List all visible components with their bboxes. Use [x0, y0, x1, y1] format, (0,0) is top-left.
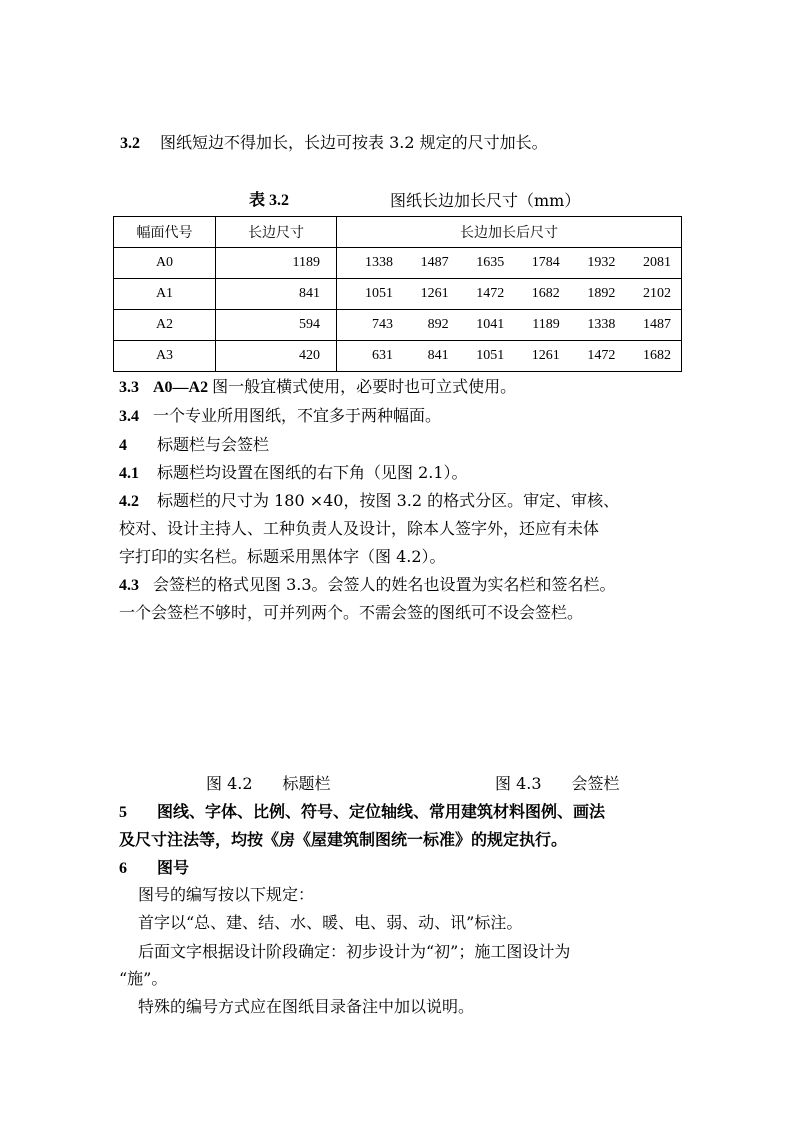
- header-code: 幅面代号: [114, 217, 216, 248]
- ext-value: 1932: [587, 255, 616, 270]
- ext-value: 1338: [587, 317, 616, 332]
- table-label: 表 3.2: [249, 192, 290, 209]
- ext-value: 2081: [642, 255, 671, 270]
- clause-number: 4.2: [119, 493, 139, 510]
- cell-extended: [337, 310, 682, 341]
- ext-value: 1635: [476, 255, 505, 270]
- section-6-heading: [119, 857, 189, 880]
- clause-3-3: [119, 376, 516, 399]
- ext-value: 1051: [365, 286, 393, 301]
- clause-text: 标题栏均设置在图纸的右下角（见图 2.1）。: [157, 463, 468, 482]
- ext-value: 1472: [587, 348, 616, 363]
- table-row: [114, 248, 682, 279]
- section-title: 标题栏与会签栏: [157, 435, 270, 454]
- ext-value: 1682: [642, 348, 671, 363]
- clause-text: 图一般宜横式使用，必要时也可立式使用。: [212, 377, 517, 396]
- table-row: [114, 341, 682, 372]
- figure-title: 标题栏: [282, 774, 331, 793]
- rule-special: 特殊的编号方式应在图纸目录备注中加以说明。: [138, 997, 475, 1016]
- section-number: 4: [119, 437, 127, 454]
- section-5-line2: 及尺寸注法等，均按《房《屋建筑制图统一标准》的规定执行。: [119, 830, 568, 849]
- rule-suffix-line2: “施”。: [119, 969, 168, 988]
- clause-number: 4.1: [119, 465, 139, 482]
- cell-code: A2: [114, 310, 216, 341]
- table-row: [114, 279, 682, 310]
- clause-number: 3.4: [119, 408, 139, 425]
- ext-value: 1189: [532, 317, 560, 332]
- size-range: A0—A2: [153, 379, 209, 396]
- clause-text: 一个专业所用图纸，不宜多于两种幅面。: [153, 406, 442, 425]
- rule-suffix-line1: 后面文字根据设计阶段确定：初步设计为“初”；施工图设计为: [138, 942, 571, 961]
- cell-extended: [337, 279, 682, 310]
- ext-value: 1472: [476, 286, 505, 301]
- clause-text-line1: 会签栏的格式见图 3.3。会签人的姓名也设置为实名栏和签名栏。: [153, 575, 616, 594]
- figure-label: 图 4.2: [206, 774, 253, 793]
- figure-4-2-caption: [206, 773, 331, 795]
- ext-value: 1892: [587, 286, 616, 301]
- cell-code: A0: [114, 248, 216, 279]
- section-5: [119, 801, 605, 824]
- rule-first-char: 首字以“总、建、结、水、暖、电、弱、动、讯”标注。: [138, 913, 523, 932]
- ext-value: 2102: [642, 286, 671, 301]
- ext-value: 1261: [420, 286, 449, 301]
- section-number: 6: [119, 860, 127, 877]
- ext-value: 841: [427, 348, 449, 363]
- figure-4-3-caption: [495, 773, 620, 795]
- ext-value: 1487: [420, 255, 449, 270]
- clause-4-2-line2: 校对、设计主持人、工种负责人及设计，除本人签字外，还应有未体: [119, 519, 600, 538]
- clause-4-3-line2: 一个会签栏不够时，可并列两个。不需会签的图纸可不设会签栏。: [119, 603, 584, 622]
- ext-value: 1051: [476, 348, 505, 363]
- figure-label: 图 4.3: [495, 774, 542, 793]
- clause-3-2: [120, 132, 548, 155]
- section-number: 5: [119, 804, 127, 821]
- cell-code: A3: [114, 341, 216, 372]
- clause-number: 3.3: [119, 379, 139, 396]
- clause-4-2: [119, 490, 619, 513]
- ext-value: 1261: [531, 348, 560, 363]
- ext-value: 631: [372, 348, 393, 363]
- figure-title: 会签栏: [571, 774, 620, 793]
- ext-value: 892: [427, 317, 449, 332]
- clause-3-4: [119, 405, 441, 428]
- ext-value: 1784: [531, 255, 560, 270]
- table-header-row: [114, 217, 682, 248]
- cell-long: 420: [216, 341, 337, 372]
- ext-value: 743: [372, 317, 393, 332]
- clause-number: 3.2: [120, 135, 140, 152]
- cell-long: 841: [216, 279, 337, 310]
- cell-long: 1189: [216, 248, 337, 279]
- clause-4-2-line3: 字打印的实名栏。标题采用黑体字（图 4.2）。: [119, 547, 446, 566]
- extension-size-table: [113, 216, 682, 372]
- clause-text-line1: 标题栏的尺寸为 180 ×40，按图 3.2 的格式分区。审定、审核、: [157, 491, 620, 510]
- clause-4-3: [119, 574, 616, 597]
- cell-extended: [337, 341, 682, 372]
- section-text-line1: 图线、字体、比例、符号、定位轴线、常用建筑材料图例、画法: [157, 802, 606, 821]
- clause-text: 图纸短边不得加长，长边可按表 3.2 规定的尺寸加长。: [160, 133, 548, 152]
- rule-intro: 图号的编写按以下规定：: [138, 885, 315, 904]
- section-title: 图号: [157, 858, 190, 877]
- ext-value: 1041: [476, 317, 505, 332]
- ext-value: 1682: [531, 286, 560, 301]
- table-row: [114, 310, 682, 341]
- clause-4-1: [119, 462, 468, 485]
- section-4-heading: [119, 434, 269, 457]
- header-extended: 长边加长后尺寸: [337, 217, 682, 248]
- cell-code: A1: [114, 279, 216, 310]
- header-long-side: 长边尺寸: [216, 217, 337, 248]
- cell-long: 594: [216, 310, 337, 341]
- cell-extended: [337, 248, 682, 279]
- table-title: 图纸长边加长尺寸（mm）: [390, 191, 581, 210]
- ext-value: 1487: [642, 317, 671, 332]
- ext-value: 1338: [365, 255, 393, 270]
- clause-number: 4.3: [119, 577, 139, 594]
